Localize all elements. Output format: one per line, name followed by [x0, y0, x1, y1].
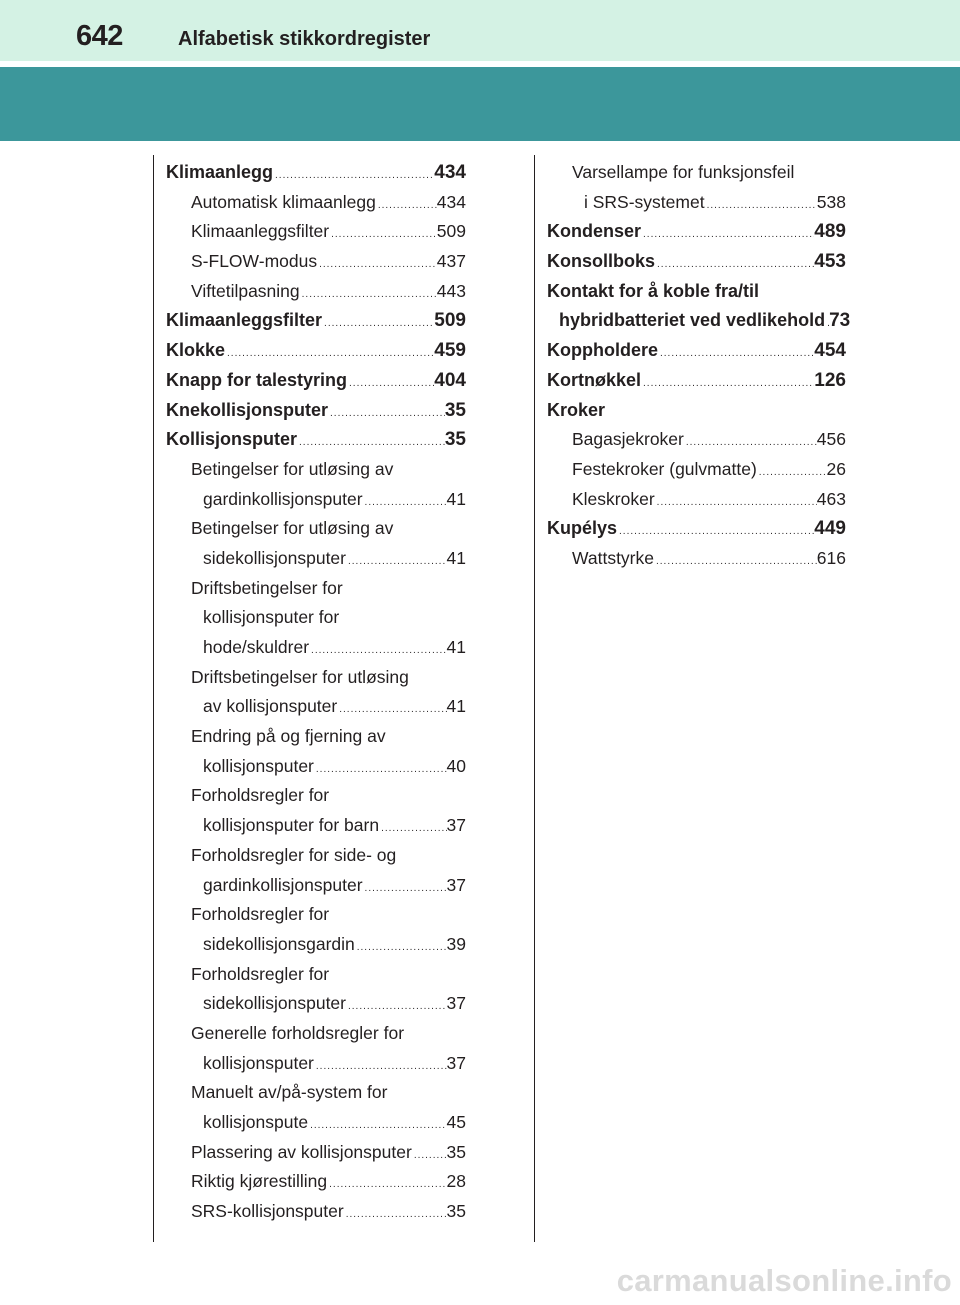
leader-dots [329, 220, 437, 250]
index-entry [166, 485, 466, 515]
leader-dots [655, 488, 817, 518]
leader-dots [347, 369, 434, 399]
column-divider-middle [534, 155, 535, 1242]
entry-label: Varsellampe for funksjonsfeil [572, 162, 795, 182]
leader-dots [705, 191, 817, 221]
entry-label: kollisjonspute [203, 1112, 309, 1132]
index-entry [547, 455, 846, 485]
index-entry [547, 247, 846, 277]
column-divider-left [153, 155, 154, 1242]
entry-label: kollisjonsputer [203, 1052, 314, 1073]
index-entry [166, 336, 466, 366]
entry-label: sidekollisjonsputer [203, 547, 346, 568]
index-entry [166, 1197, 466, 1227]
index-entry [166, 633, 466, 663]
leader-dots [379, 814, 446, 844]
leader-dots [309, 636, 446, 666]
entry-page-number: 434 [434, 162, 466, 183]
index-entry [166, 1167, 466, 1197]
entry-label: Driftsbetingelser for [191, 577, 343, 598]
entry-label: Kollisjonsputer [166, 429, 298, 450]
entry-label: Knapp for talestyring [166, 369, 348, 390]
entry-label: Konsollboks [547, 251, 656, 272]
index-entry [166, 188, 466, 218]
index-entry [547, 277, 846, 307]
entry-page-number: 26 [826, 458, 846, 479]
entry-label: Kroker [547, 399, 606, 420]
entry-page-number: 41 [446, 488, 466, 509]
entry-label: Koppholdere [547, 340, 658, 361]
entry-label: Klokke [166, 340, 226, 361]
leader-dots [376, 191, 437, 221]
index-entry [166, 871, 466, 901]
entry-label: Kupélys [547, 518, 618, 539]
index-entry [547, 217, 846, 247]
entry-label: av kollisjonsputer [203, 696, 338, 717]
entry-page-number: 454 [814, 340, 846, 362]
index-entry [166, 1108, 466, 1138]
index-entry [166, 277, 466, 307]
index-entry [166, 811, 466, 841]
entry-label: kollisjonsputer for [203, 607, 340, 628]
entry-page-number: 443 [436, 280, 466, 301]
entry-page-number: 434 [436, 191, 466, 212]
index-entry [166, 692, 466, 722]
entry-label: Forholdsregler for side- og [191, 844, 397, 865]
entry-page-number: 35 [444, 399, 466, 421]
entry-page-number: 404 [434, 369, 466, 391]
entry-label: Automatisk klimaanlegg [191, 191, 376, 212]
entry-label: Kortnøkkel [547, 369, 642, 390]
entry-page-number: 616 [816, 547, 846, 568]
entry-page-number: 37 [446, 815, 466, 836]
entry-label: kollisjonsputer [203, 755, 314, 776]
index-entry [166, 544, 466, 574]
index-entry [166, 722, 466, 752]
entry-label: Driftsbetingelser for utløsing [191, 666, 409, 687]
entry-page-number: 35 [446, 1201, 466, 1222]
entry-page-number: 538 [816, 191, 846, 212]
entry-page-number: 456 [816, 429, 846, 450]
index-entry [166, 960, 466, 990]
entry-page-number: 459 [434, 340, 466, 362]
entry-page-number: 463 [816, 488, 846, 509]
index-entry [166, 514, 466, 544]
index-entry [547, 425, 846, 455]
index-entry [166, 217, 466, 247]
entry-label: Kontakt for å koble fra/til [547, 280, 760, 301]
leader-dots [363, 488, 447, 518]
index-entry [166, 1049, 466, 1079]
entry-label: sidekollisjonsgardin [203, 933, 355, 954]
entry-page-number: 126 [814, 369, 846, 391]
leader-dots [346, 547, 447, 577]
index-entry [547, 514, 846, 544]
entry-page-number: 37 [446, 874, 466, 895]
entry-label: Betingelser for utløsing av [191, 518, 394, 539]
index-entry [166, 841, 466, 871]
leader-dots [363, 874, 447, 904]
entry-page-number: 73 [829, 310, 851, 332]
index-entry [166, 930, 466, 960]
index-entry [166, 158, 466, 188]
index-entry [547, 485, 846, 515]
entry-label: Knekollisjonsputer [166, 399, 329, 420]
index-entry [547, 306, 851, 336]
entry-page-number: 489 [814, 221, 846, 243]
entry-page-number: 437 [436, 251, 466, 272]
index-entry [166, 396, 466, 426]
entry-label: Kondenser [547, 221, 642, 242]
index-entry [166, 1019, 466, 1049]
leader-dots [346, 992, 447, 1022]
entry-page-number: 41 [446, 547, 466, 568]
leader-dots [308, 1111, 446, 1141]
index-entry [166, 306, 466, 336]
leader-dots [641, 369, 814, 399]
leader-dots [412, 1141, 447, 1171]
leader-dots [273, 161, 434, 191]
entry-label: Riktig kjørestilling [191, 1171, 328, 1192]
leader-dots [654, 547, 817, 577]
index-entry [166, 752, 466, 782]
page-title: Alfabetisk stikkordregister [178, 28, 431, 50]
entry-page-number: 41 [446, 696, 466, 717]
index-entry [166, 574, 466, 604]
entry-label: Betingelser for utløsing av [191, 458, 394, 479]
entry-label: kollisjonsputer for barn [203, 815, 380, 836]
leader-dots [327, 1170, 446, 1200]
leader-dots [300, 280, 437, 310]
header-bar [0, 0, 960, 61]
entry-label: Viftetilpasning [191, 280, 300, 301]
entry-label: SRS-kollisjonsputer [191, 1201, 344, 1222]
entry-label: Forholdsregler for [191, 785, 330, 806]
entry-label: Forholdsregler for [191, 963, 330, 984]
entry-page-number: 509 [436, 221, 466, 242]
entry-page-number: 40 [446, 755, 466, 776]
index-entry [166, 366, 466, 396]
index-entry [166, 781, 466, 811]
index-entry [547, 188, 846, 218]
index-entry [547, 366, 846, 396]
index-entry [166, 1138, 466, 1168]
entry-label: Bagasjekroker [572, 429, 684, 450]
leader-dots [757, 458, 827, 488]
entry-label: Forholdsregler for [191, 904, 330, 925]
leader-dots [328, 399, 445, 429]
index-entry [166, 1078, 466, 1108]
leader-dots [658, 339, 814, 369]
entry-page-number: 39 [446, 933, 466, 954]
entry-page-number: 37 [446, 1052, 466, 1073]
entry-page-number: 449 [814, 518, 846, 540]
leader-dots [355, 933, 447, 963]
entry-page-number: 28 [446, 1171, 466, 1192]
entry-page-number: 45 [446, 1112, 466, 1132]
leader-dots [655, 250, 814, 280]
index-entry [547, 336, 846, 366]
entry-label: Wattstyrke [572, 547, 654, 568]
entry-label: Manuelt av/på-system for [191, 1082, 388, 1103]
index-entry [166, 603, 466, 633]
entry-label: S-FLOW-modus [191, 251, 318, 272]
index-entry [166, 989, 466, 1019]
index-column-right [547, 158, 851, 574]
page-number: 642 [76, 20, 123, 52]
index-entry [547, 396, 846, 426]
leader-dots [225, 339, 434, 369]
leader-dots [314, 755, 447, 785]
entry-label: gardinkollisjonsputer [203, 488, 363, 509]
decorative-band [0, 67, 960, 141]
leader-dots [314, 1052, 447, 1082]
entry-label: sidekollisjonsputer [203, 993, 346, 1014]
index-entry [166, 900, 466, 930]
entry-label: Plassering av kollisjonsputer [191, 1141, 412, 1162]
index-entry [547, 158, 846, 188]
leader-dots [337, 695, 446, 725]
leader-dots [297, 428, 445, 458]
entry-page-number: 37 [446, 993, 466, 1014]
index-entry [166, 455, 466, 485]
leader-dots [317, 250, 437, 280]
entry-page-number: 35 [446, 1141, 466, 1162]
index-entry [166, 663, 466, 693]
watermark: carmanualsonline.info [616, 1263, 952, 1298]
index-entry [166, 247, 466, 277]
leader-dots [617, 517, 814, 547]
leader-dots [641, 220, 814, 250]
entry-page-number: 453 [814, 251, 846, 273]
leader-dots [322, 309, 434, 339]
entry-label: gardinkollisjonsputer [203, 874, 363, 895]
index-column-left [166, 158, 466, 1227]
entry-label: hybridbatteriet ved vedlikehold [559, 310, 826, 331]
entry-label: Klimaanleggsfilter [191, 221, 330, 242]
leader-dots [344, 1200, 447, 1230]
entry-label: hode/skuldrer [203, 637, 310, 657]
entry-page-number: 509 [434, 310, 466, 332]
entry-page-number: 35 [444, 429, 466, 451]
entry-label: Klimaanleggsfilter [166, 310, 323, 331]
entry-label: Kleskroker [572, 488, 655, 509]
index-entry [547, 544, 846, 574]
entry-label: Generelle forholdsregler for [191, 1022, 405, 1043]
entry-label: i SRS-systemet [584, 191, 705, 212]
leader-dots [684, 428, 817, 458]
entry-label: Klimaanlegg [166, 162, 274, 182]
entry-page-number: 41 [446, 637, 466, 657]
entry-label: Endring på og fjerning av [191, 726, 386, 747]
entry-label: Festekroker (gulvmatte) [572, 458, 757, 479]
index-entry [166, 425, 466, 455]
